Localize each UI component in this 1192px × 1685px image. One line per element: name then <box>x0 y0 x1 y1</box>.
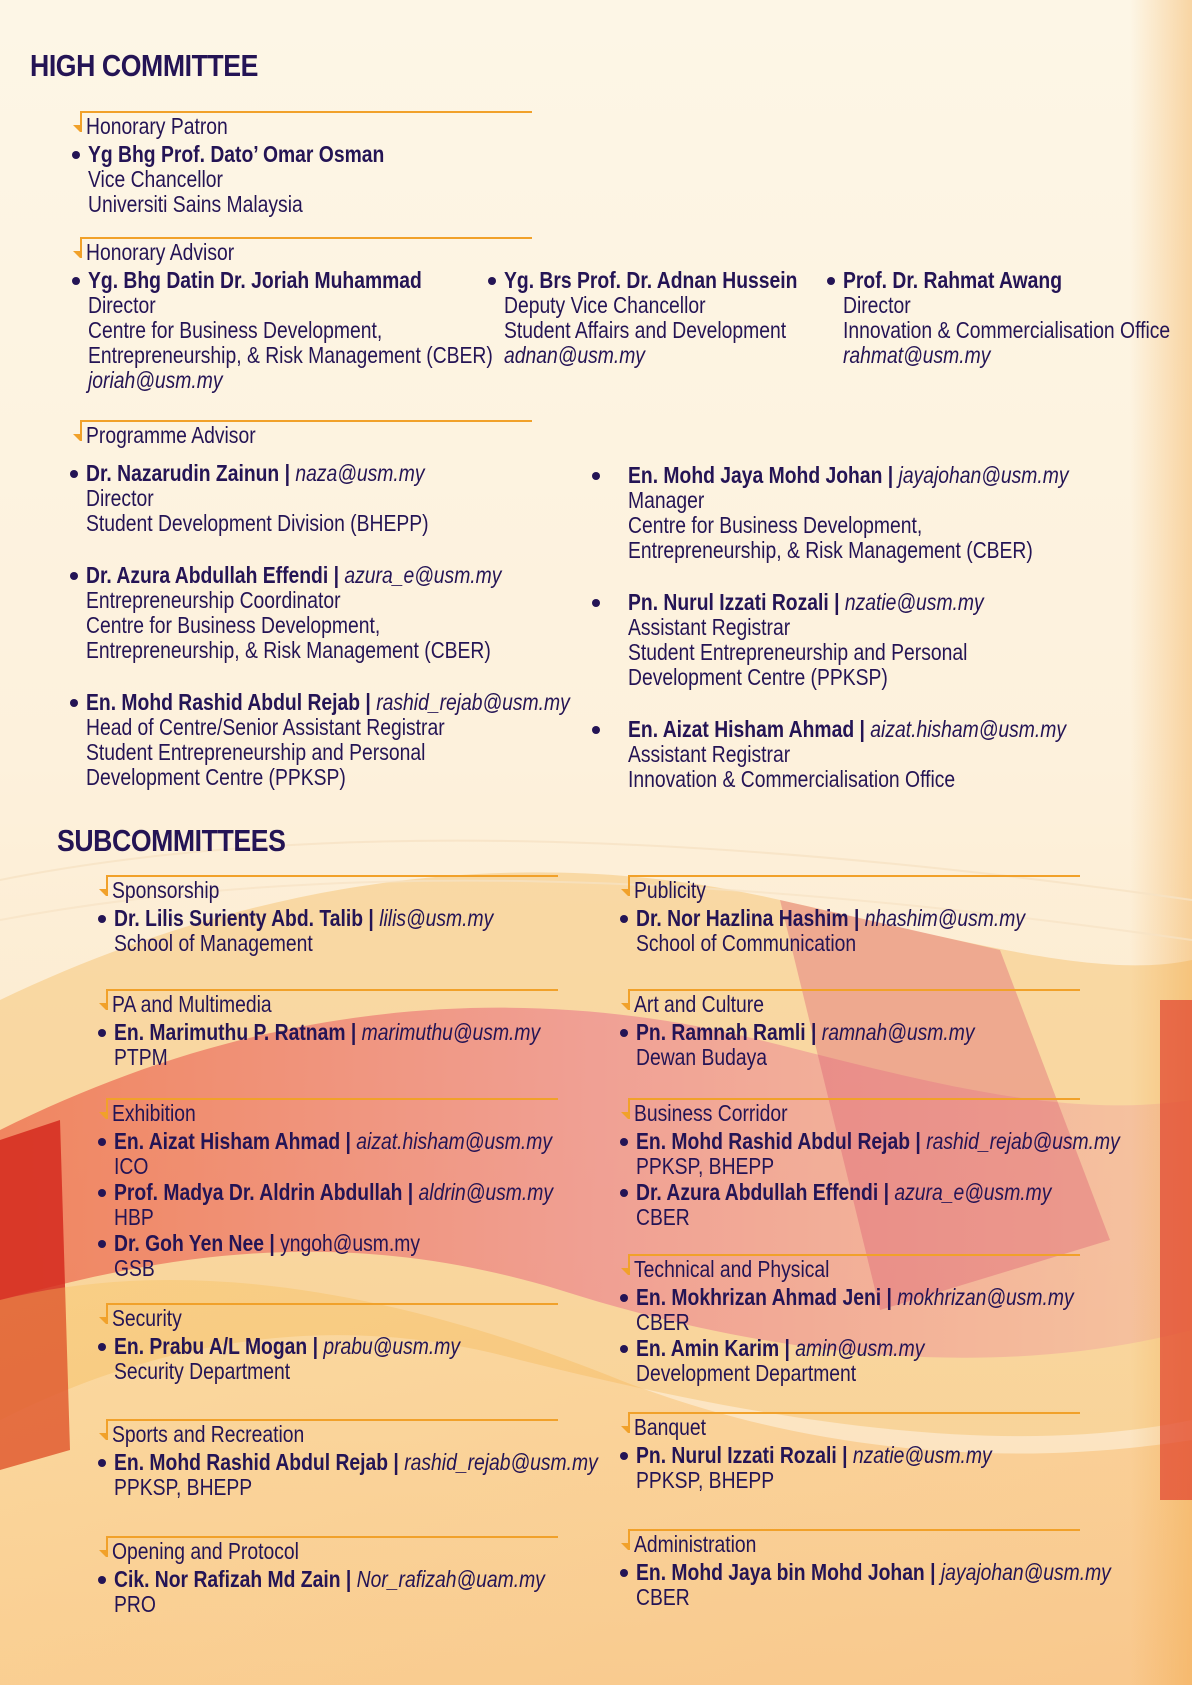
person-unit: Centre for Business Development, <box>88 317 383 343</box>
section-bracket <box>80 420 82 441</box>
person-name-line: En. Marimuthu P. Ratnam | marimuthu@usm.my <box>114 1019 541 1045</box>
person-title: Director <box>86 485 154 511</box>
person-name-line: En. Aizat Hisham Ahmad | aizat.hisham@usm.my <box>114 1128 552 1154</box>
person-unit: CBER <box>636 1204 690 1230</box>
high-committee-heading: HIGH COMMITTEE <box>30 48 258 83</box>
spacer <box>612 563 1152 589</box>
person-email[interactable]: aizat.hisham@usm.my <box>870 716 1066 742</box>
bullet-icon <box>620 1345 628 1353</box>
person-name: Dr. Azura Abdullah Effendi <box>636 1179 879 1205</box>
person-entry <box>70 563 662 663</box>
person-name-line: Pn. Ramnah Ramli | ramnah@usm.my <box>636 1019 975 1045</box>
person-email[interactable]: nzatie@usm.my <box>852 1442 992 1468</box>
bullet-icon <box>70 699 78 707</box>
person-name: En. Amin Karim <box>636 1335 780 1361</box>
person-name-line: Dr. Azura Abdullah Effendi | azura_e@usm.my <box>86 562 502 588</box>
person-email[interactable]: azura_e@usm.my <box>344 562 502 588</box>
section-label: Banquet <box>634 1414 706 1440</box>
section-bracket <box>80 111 82 132</box>
person-name-line: Dr. Nazarudin Zainun | naza@usm.my <box>86 460 425 486</box>
publicity-section <box>620 875 1099 956</box>
person-name-line: Dr. Lilis Surienty Abd. Talib | lilis@usm.my <box>114 905 494 931</box>
person-unit: Student Development Division (BHEPP) <box>86 510 429 536</box>
person-name: En. Mohd Rashid Abdul Rejab <box>86 689 361 715</box>
bullet-icon <box>620 915 628 923</box>
bullet-icon <box>488 277 496 285</box>
person-name: Dr. Goh Yen Nee <box>114 1230 264 1256</box>
person-entry <box>98 1180 637 1230</box>
person-name-line: Dr. Azura Abdullah Effendi | azura_e@usm.my <box>636 1179 1052 1205</box>
person-unit: Innovation & Commercialisation Office <box>843 317 1171 343</box>
person-unit: Universiti Sains Malaysia <box>88 191 303 217</box>
person-entry <box>488 268 853 368</box>
person-unit: PTPM <box>114 1044 168 1070</box>
business-corridor-section <box>620 1098 1192 1230</box>
person-name-line: En. Mohd Jaya bin Mohd Johan | jayajohan@usm.my <box>636 1559 1111 1585</box>
person-name: En. Prabu A/L Mogan <box>114 1333 308 1359</box>
section-bracket <box>80 237 82 258</box>
person-name: Dr. Nazarudin Zainun <box>86 460 280 486</box>
person-email[interactable]: aldrin@usm.my <box>418 1179 554 1205</box>
person-unit: CBER <box>636 1309 690 1335</box>
person-email[interactable]: rashid_rejab@usm.my <box>404 1449 598 1475</box>
person-email[interactable]: aizat.hisham@usm.my <box>356 1128 552 1154</box>
spacer <box>612 690 1152 716</box>
person-name: Yg Bhg Prof. Dato’ Omar Osman <box>88 141 385 167</box>
administration-section <box>620 1529 1192 1610</box>
person-unit: Innovation & Commercialisation Office <box>628 766 956 792</box>
person-unit: Centre for Business Development, <box>86 612 381 638</box>
art-culture-section <box>620 989 1039 1070</box>
person-title: Vice Chancellor <box>88 166 223 192</box>
honorary-patron-section <box>72 111 441 217</box>
person-entry <box>98 1231 637 1281</box>
section-title <box>98 875 566 905</box>
subcommittees-heading: SUBCOMMITTEES <box>57 823 286 858</box>
person-name-line: En. Mohd Rashid Abdul Rejab | rashid_rejab@usm.my <box>636 1128 1120 1154</box>
person-name: Prof. Dr. Rahmat Awang <box>843 267 1063 293</box>
bullet-icon <box>620 1294 628 1302</box>
person-unit: Development Centre (PPKSP) <box>628 664 888 690</box>
corner-arrow-icon <box>73 125 80 132</box>
person-title: Manager <box>628 487 705 513</box>
person-email[interactable]: mokhrizan@usm.my <box>897 1284 1074 1310</box>
person-unit: CBER <box>636 1584 690 1610</box>
person-name-line: En. Mohd Rashid Abdul Rejab | rashid_rejab@usm.my <box>114 1449 598 1475</box>
section-bracket <box>106 989 108 1010</box>
section-bracket <box>628 1529 630 1550</box>
section-label: Publicity <box>634 877 706 903</box>
person-name-line: Cik. Nor Rafizah Md Zain | Nor_rafizah@uam.my <box>114 1566 545 1592</box>
person-title: Assistant Registrar <box>628 741 791 767</box>
person-unit: Centre for Business Development, <box>628 512 923 538</box>
person-name: En. Mohd Jaya bin Mohd Johan <box>636 1559 925 1585</box>
person-name: En. Mohd Rashid Abdul Rejab <box>636 1128 911 1154</box>
person-name-line: Prof. Madya Dr. Aldrin Abdullah | aldrin@usm.my <box>114 1179 554 1205</box>
person-entry <box>620 906 1099 956</box>
person-entry <box>620 1180 1192 1230</box>
person-entry <box>612 590 1152 690</box>
person-entry <box>98 1020 621 1070</box>
section-bracket <box>106 1419 108 1440</box>
section-label: Sports and Recreation <box>112 1421 305 1447</box>
section-label: Honorary Patron <box>86 113 228 139</box>
person-name: En. Aizat Hisham Ahmad <box>628 716 855 742</box>
person-entry <box>98 1567 627 1617</box>
person-name-line: En. Aizat Hisham Ahmad | aizat.hisham@usm.my <box>628 716 1066 742</box>
section-title <box>620 1098 1192 1128</box>
section-bracket <box>628 875 630 896</box>
corner-arrow-icon <box>621 1003 628 1010</box>
person-unit: PPKSP, BHEPP <box>636 1467 775 1493</box>
section-title <box>98 1536 627 1566</box>
person-name: Pn. Ramnah Ramli <box>636 1019 806 1045</box>
bullet-icon <box>98 1459 106 1467</box>
section-label: Exhibition <box>112 1100 196 1126</box>
section-title <box>72 111 441 141</box>
corner-arrow-icon <box>99 1003 106 1010</box>
section-label: Administration <box>634 1531 757 1557</box>
section-title <box>98 1098 637 1128</box>
corner-arrow-icon <box>73 434 80 441</box>
security-section <box>98 1303 526 1384</box>
section-bracket <box>628 1098 630 1119</box>
person-entry <box>612 717 1152 792</box>
corner-arrow-icon <box>621 889 628 896</box>
person-unit: Security Department <box>114 1358 291 1384</box>
corner-arrow-icon <box>99 1317 106 1324</box>
person-entry <box>98 1129 637 1179</box>
section-label: PA and Multimedia <box>112 991 272 1017</box>
section-label: Security <box>112 1305 182 1331</box>
section-bracket <box>106 1098 108 1119</box>
person-email[interactable]: adnan@usm.my <box>504 342 645 368</box>
person-title: Director <box>88 292 156 318</box>
person-title: Head of Centre/Senior Assistant Registrar <box>86 714 445 740</box>
person-name-line: Pn. Nurul Izzati Rozali | nzatie@usm.my <box>636 1442 992 1468</box>
section-label: Art and Culture <box>634 991 764 1017</box>
person-name-line: En. Mohd Jaya Mohd Johan | jayajohan@usm.my <box>628 462 1069 488</box>
section-title <box>98 989 621 1019</box>
bullet-icon <box>70 572 78 580</box>
bullet-icon <box>592 726 600 734</box>
person-name: Dr. Azura Abdullah Effendi <box>86 562 329 588</box>
bullet-icon <box>592 599 600 607</box>
section-bracket <box>628 989 630 1010</box>
bullet-icon <box>827 277 835 285</box>
bullet-icon <box>620 1569 628 1577</box>
person-title: Entrepreneurship Coordinator <box>86 587 341 613</box>
bullet-icon <box>70 470 78 478</box>
person-email[interactable]: lilis@usm.my <box>379 905 494 931</box>
bullet-icon <box>592 472 600 480</box>
person-unit: Entrepreneurship, & Risk Management (CBER) <box>86 637 491 663</box>
person-entry <box>70 461 662 536</box>
banquet-section <box>620 1412 1059 1493</box>
person-entry <box>70 690 662 790</box>
person-unit: GSB <box>114 1255 155 1281</box>
person-name-line: Dr. Goh Yen Nee | yngoh@usm.my <box>114 1230 420 1256</box>
corner-arrow-icon <box>99 1550 106 1557</box>
person-title: Director <box>843 292 911 318</box>
person-entry <box>620 1560 1192 1610</box>
spacer <box>70 663 662 689</box>
corner-arrow-icon <box>621 1112 628 1119</box>
person-name: En. Mokhrizan Ahmad Jeni <box>636 1284 882 1310</box>
person-email[interactable]: rahmat@usm.my <box>843 342 991 368</box>
bullet-icon <box>72 151 80 159</box>
person-name: Dr. Nor Hazlina Hashim <box>636 905 849 931</box>
person-unit: Entrepreneurship, & Risk Management (CBER) <box>88 342 493 368</box>
section-label: Business Corridor <box>634 1100 788 1126</box>
bullet-icon <box>98 1576 106 1584</box>
person-name-line: En. Mokhrizan Ahmad Jeni | mokhrizan@usm.my <box>636 1284 1074 1310</box>
section-title <box>620 1412 1059 1442</box>
section-title <box>620 875 1099 905</box>
corner-arrow-icon <box>621 1268 628 1275</box>
person-email[interactable]: ramnah@usm.my <box>821 1019 975 1045</box>
section-label: Honorary Advisor <box>86 239 235 265</box>
person-unit: Student Affairs and Development <box>504 317 787 343</box>
person-entry <box>98 1334 526 1384</box>
person-entry <box>620 1129 1192 1179</box>
person-unit: Entrepreneurship, & Risk Management (CBER) <box>628 537 1033 563</box>
person-name: Dr. Lilis Surienty Abd. Talib <box>114 905 364 931</box>
person-name: En. Mohd Jaya Mohd Johan <box>628 462 883 488</box>
person-entry <box>98 906 566 956</box>
person-entry <box>620 1336 1157 1386</box>
person-name-line: En. Prabu A/L Mogan | prabu@usm.my <box>114 1333 461 1359</box>
bullet-icon <box>98 1138 106 1146</box>
section-bracket <box>106 1303 108 1324</box>
person-unit: PRO <box>114 1591 156 1617</box>
section-title <box>72 237 570 267</box>
person-email[interactable]: Nor_rafizah@uam.my <box>356 1566 545 1592</box>
person-email[interactable]: jayajohan@usm.my <box>940 1559 1111 1585</box>
person-title: Assistant Registrar <box>628 614 791 640</box>
person-unit: PPKSP, BHEPP <box>636 1153 775 1179</box>
person-email[interactable]: marimuthu@usm.my <box>361 1019 541 1045</box>
bullet-icon <box>620 1452 628 1460</box>
programme-advisor-col1 <box>70 460 662 790</box>
person-unit: ICO <box>114 1153 149 1179</box>
person-name: Cik. Nor Rafizah Md Zain <box>114 1566 341 1592</box>
person-email[interactable]: naza@usm.my <box>295 460 425 486</box>
honorary-advisor-col2 <box>488 267 853 368</box>
spacer <box>70 536 662 562</box>
person-name: En. Mohd Rashid Abdul Rejab <box>114 1449 389 1475</box>
person-unit: Dewan Budaya <box>636 1044 768 1070</box>
section-title <box>620 1254 1157 1284</box>
person-email[interactable]: nhashim@usm.my <box>864 905 1025 931</box>
person-name-line: En. Amin Karim | amin@usm.my <box>636 1335 925 1361</box>
bullet-icon <box>98 1240 106 1248</box>
person-name-line: En. Mohd Rashid Abdul Rejab | rashid_rejab@usm.my <box>86 689 570 715</box>
person-email[interactable]: rashid_rejab@usm.my <box>376 689 570 715</box>
sports-recreation-section <box>98 1419 690 1500</box>
section-bracket <box>106 875 108 896</box>
person-email[interactable]: prabu@usm.my <box>323 1333 461 1359</box>
person-name: Yg. Brs Prof. Dr. Adnan Hussein <box>504 267 798 293</box>
person-name: Pn. Nurul Izzati Rozali <box>628 589 829 615</box>
programme-advisor-col2 <box>612 462 1152 792</box>
bullet-icon <box>98 1343 106 1351</box>
person-unit: Student Entrepreneurship and Personal <box>628 639 968 665</box>
person-unit: PPKSP, BHEPP <box>114 1474 253 1500</box>
exhibition-section <box>98 1098 637 1281</box>
person-unit: Student Entrepreneurship and Personal <box>86 739 426 765</box>
person-email[interactable]: yngoh@usm.my <box>280 1230 420 1256</box>
person-name-line: Pn. Nurul Izzati Rozali | nzatie@usm.my <box>628 589 984 615</box>
person-unit: School of Management <box>114 930 313 956</box>
person-entry <box>612 463 1152 563</box>
opening-protocol-section <box>98 1536 627 1617</box>
bullet-icon <box>98 915 106 923</box>
bullet-icon <box>620 1029 628 1037</box>
honorary-advisor-col3 <box>827 267 1192 368</box>
person-email[interactable]: rashid_rejab@usm.my <box>926 1128 1120 1154</box>
corner-arrow-icon <box>621 1426 628 1433</box>
technical-physical-section <box>620 1254 1157 1386</box>
person-email[interactable]: joriah@usm.my <box>88 367 223 393</box>
section-title <box>98 1419 690 1449</box>
corner-arrow-icon <box>73 251 80 258</box>
person-email[interactable]: nzatie@usm.my <box>844 589 984 615</box>
section-label: Opening and Protocol <box>112 1538 299 1564</box>
person-unit: HBP <box>114 1204 154 1230</box>
section-bracket <box>106 1536 108 1557</box>
person-entry <box>72 142 441 217</box>
corner-arrow-icon <box>621 1543 628 1550</box>
corner-arrow-icon <box>99 1433 106 1440</box>
person-entry <box>620 1020 1039 1070</box>
person-email[interactable]: azura_e@usm.my <box>894 1179 1052 1205</box>
person-unit: School of Communication <box>636 930 857 956</box>
person-name: En. Marimuthu P. Ratnam <box>114 1019 346 1045</box>
person-name-line: Dr. Nor Hazlina Hashim | nhashim@usm.my <box>636 905 1025 931</box>
section-label: Technical and Physical <box>634 1256 830 1282</box>
section-title <box>620 989 1039 1019</box>
section-label: Sponsorship <box>112 877 220 903</box>
bullet-icon <box>620 1189 628 1197</box>
section-title <box>98 1303 526 1333</box>
bullet-icon <box>72 277 80 285</box>
person-unit: Development Department <box>636 1360 857 1386</box>
person-email[interactable]: amin@usm.my <box>795 1335 925 1361</box>
person-entry <box>620 1285 1157 1335</box>
corner-arrow-icon <box>99 889 106 896</box>
section-label: Programme Advisor <box>86 422 256 448</box>
person-entry <box>620 1443 1059 1493</box>
section-title <box>620 1529 1192 1559</box>
person-email[interactable]: jayajohan@usm.my <box>898 462 1069 488</box>
person-unit: Development Centre (PPKSP) <box>86 764 346 790</box>
sponsorship-section <box>98 875 566 956</box>
person-name: Prof. Madya Dr. Aldrin Abdullah <box>114 1179 403 1205</box>
person-name: Pn. Nurul Izzati Rozali <box>636 1442 837 1468</box>
bullet-icon <box>98 1189 106 1197</box>
pa-multimedia-section <box>98 989 621 1070</box>
person-entry <box>98 1450 690 1500</box>
person-name: En. Aizat Hisham Ahmad <box>114 1128 341 1154</box>
section-bracket <box>628 1254 630 1275</box>
bullet-icon <box>98 1029 106 1037</box>
person-name: Yg. Bhg Datin Dr. Joriah Muhammad <box>88 267 422 293</box>
section-bracket <box>628 1412 630 1433</box>
person-entry <box>827 268 1192 368</box>
person-title: Deputy Vice Chancellor <box>504 292 706 318</box>
bullet-icon <box>620 1138 628 1146</box>
corner-arrow-icon <box>99 1112 106 1119</box>
